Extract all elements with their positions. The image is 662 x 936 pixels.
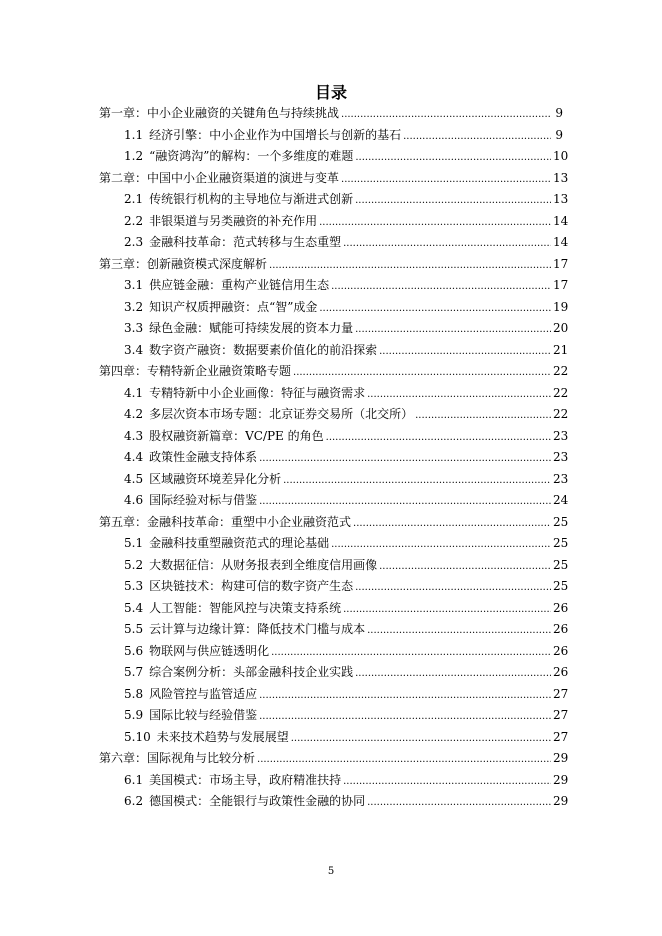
toc-section-entry[interactable] [124, 191, 569, 207]
toc-dot-leader [367, 795, 551, 811]
toc-section-entry[interactable] [124, 535, 569, 551]
toc-entry-page: 25 [553, 579, 569, 593]
toc-entry-number: 4.1 [124, 385, 144, 400]
toc-dot-leader [319, 301, 551, 317]
toc-entry-page: 20 [553, 321, 569, 335]
toc-dot-leader [355, 193, 551, 209]
toc-entry-label: 多层次资本市场专题：北京证券交易所（北交所） [149, 407, 414, 421]
toc-dot-leader [291, 731, 551, 747]
toc-entry-label: 第六章：国际视角与比较分析 [99, 751, 256, 765]
toc-dot-leader [355, 322, 551, 338]
toc-dot-leader [367, 623, 551, 639]
toc-section-entry[interactable] [124, 492, 569, 508]
page-title: 目录 [314, 83, 347, 102]
toc-entry-number: 5.2 [124, 557, 144, 572]
toc-entry-number: 4.4 [124, 450, 144, 464]
toc-entry-page: 26 [553, 622, 569, 636]
toc-entry-label: 第四章：专精特新企业融资策略专题 [99, 364, 292, 378]
toc-dot-leader [259, 688, 551, 704]
toc-entry-label: 云计算与边缘计算：降低技术门槛与成本 [149, 622, 366, 636]
toc-entry-label: 综合案例分析：头部金融科技企业实践 [149, 665, 354, 679]
toc-entry-page: 23 [553, 450, 569, 464]
toc-entry-number: 5.9 [124, 708, 144, 722]
toc-entry-number: 2.3 [124, 235, 144, 249]
toc-entry-page: 27 [553, 729, 569, 744]
toc-entry-number: 4.5 [124, 471, 144, 486]
toc-entry-number: 1.1 [124, 127, 144, 142]
toc-entry-label: 第二章：中国中小企业融资渠道的演进与变革 [99, 170, 340, 185]
toc-entry-label: 区域融资环境差异化分析 [149, 471, 282, 486]
toc-entry-page: 23 [553, 428, 569, 443]
toc-entry-page: 29 [553, 794, 569, 808]
toc-dot-leader [271, 645, 551, 661]
toc-entry-label: 人工智能：智能风控与决策支持系统 [149, 600, 342, 615]
toc-entry-label: 美国模式：市场主导，政府精准扶持 [149, 772, 342, 787]
toc-entry-label: 股权融资新篇章：VC/PE 的角色 [149, 428, 324, 443]
toc-chapter-entry[interactable] [99, 256, 569, 272]
toc-dot-leader [293, 365, 551, 381]
toc-entry-label: 非银渠道与另类融资的补充作用 [149, 213, 318, 228]
toc-entry-page: 22 [553, 364, 569, 378]
toc-entry-number: 5.3 [124, 579, 144, 593]
toc-section-entry[interactable] [124, 277, 569, 293]
toc-entry-page: 29 [553, 751, 569, 765]
toc-entry-page: 10 [553, 149, 569, 163]
toc-entry-number: 5.7 [124, 665, 144, 679]
toc-section-entry[interactable] [124, 234, 569, 250]
toc-entry-page: 17 [553, 256, 569, 271]
toc-entry-page: 23 [553, 471, 569, 486]
toc-section-entry[interactable] [124, 213, 569, 229]
toc-section-entry[interactable] [124, 406, 569, 422]
toc-dot-leader [355, 580, 551, 596]
toc-section-entry[interactable] [124, 578, 569, 594]
toc-dot-leader [341, 107, 551, 123]
toc-entry-number: 5.1 [124, 536, 144, 550]
toc-section-entry[interactable] [124, 299, 569, 315]
toc-entry-page: 21 [553, 342, 569, 357]
toc-entry-label: 数字资产融资：数据要素价值化的前沿探索 [149, 342, 378, 357]
toc-section-entry[interactable] [124, 342, 569, 358]
toc-entry-label: 德国模式：全能银行与政策性金融的协同 [149, 794, 366, 808]
toc-entry-label: 绿色金融：赋能可持续发展的资本力量 [149, 321, 354, 335]
toc-entry-number: 2.2 [124, 213, 144, 228]
toc-entry-page: 22 [553, 385, 569, 400]
toc-entry-number: 3.3 [124, 321, 144, 335]
toc-entry-page: 9 [555, 127, 563, 142]
toc-entry-label: 金融科技重塑融资范式的理论基础 [149, 536, 330, 550]
toc-entry-label: 专精特新中小企业画像：特征与融资需求 [149, 385, 366, 400]
toc-section-entry[interactable] [124, 600, 569, 616]
toc-dot-leader [379, 559, 551, 575]
toc-section-entry[interactable] [124, 428, 569, 444]
toc-dot-leader [319, 215, 551, 231]
toc-entry-page: 13 [553, 192, 569, 206]
page-number: 5 [327, 866, 335, 877]
toc-entry-label: 国际比较与经验借鉴 [149, 708, 258, 722]
toc-entry-number: 3.4 [124, 342, 144, 357]
toc-dot-leader [259, 451, 551, 467]
toc-entry-label: 知识产权质押融资：点“智”成金 [149, 299, 318, 314]
toc-dot-leader [355, 666, 551, 682]
toc-entry-label: 政策性金融支持体系 [149, 450, 258, 464]
toc-entry-label: 国际经验对标与借鉴 [149, 493, 258, 507]
toc-section-entry[interactable] [124, 664, 569, 680]
toc-dot-leader [379, 344, 551, 360]
toc-entry-label: 区块链技术：构建可信的数字资产生态 [149, 579, 354, 593]
toc-dot-leader [343, 236, 551, 252]
toc-section-entry[interactable] [124, 729, 569, 745]
toc-entry-number: 3.1 [124, 278, 144, 292]
toc-entry-page: 25 [553, 514, 569, 529]
toc-entry-page: 24 [553, 493, 569, 507]
toc-section-entry[interactable] [124, 772, 569, 788]
toc-dot-leader [353, 516, 551, 532]
toc-section-entry[interactable] [124, 385, 569, 401]
toc-chapter-entry[interactable] [99, 750, 569, 766]
toc-section-entry[interactable] [124, 686, 569, 702]
toc-entry-page: 25 [553, 557, 569, 572]
toc-entry-page: 26 [553, 643, 569, 658]
toc-dot-leader [259, 494, 551, 510]
toc-dot-leader [343, 602, 551, 618]
toc-entry-label: 第一章：中小企业融资的关键角色与持续挑战 [99, 106, 340, 120]
toc-entry-number: 5.4 [124, 600, 144, 615]
toc-dot-leader [367, 387, 551, 403]
toc-entry-label: 经济引擎：中小企业作为中国增长与创新的基石 [149, 127, 402, 142]
toc-section-entry[interactable] [124, 643, 569, 659]
toc-entry-page: 14 [553, 213, 569, 228]
toc-entry-page: 14 [553, 235, 569, 249]
toc-section-entry[interactable] [124, 557, 569, 573]
toc-dot-leader [355, 150, 551, 166]
toc-entry-page: 9 [555, 106, 563, 120]
toc-section-entry[interactable] [124, 148, 569, 164]
toc-entry-page: 26 [553, 600, 569, 615]
toc-dot-leader [415, 408, 551, 424]
toc-dot-leader [403, 129, 551, 145]
toc-chapter-entry[interactable] [99, 170, 569, 186]
toc-entry-label: 第五章：金融科技革命：重塑中小企业融资范式 [99, 514, 352, 529]
toc-entry-page: 17 [553, 278, 569, 292]
toc-entry-label: 金融科技革命：范式转移与生态重塑 [149, 235, 342, 249]
toc-dot-leader [326, 430, 551, 446]
toc-entry-page: 26 [553, 665, 569, 679]
toc-entry-number: 6.1 [124, 772, 144, 787]
toc-dot-leader [343, 774, 551, 790]
toc-section-entry[interactable] [124, 320, 569, 336]
toc-chapter-entry[interactable] [99, 363, 569, 379]
toc-entry-page: 25 [553, 536, 569, 550]
toc-dot-leader [257, 752, 551, 768]
toc-entry-label: 风险管控与监管适应 [149, 686, 258, 701]
toc-dot-leader [341, 172, 551, 188]
toc-entry-number: 2.1 [124, 192, 144, 206]
toc-entry-page: 27 [553, 708, 569, 722]
toc-section-entry[interactable] [124, 471, 569, 487]
toc-entry-page: 22 [553, 407, 569, 421]
toc-dot-leader [331, 279, 551, 295]
toc-entry-label: 第三章：创新融资模式深度解析 [99, 256, 268, 271]
toc-section-entry[interactable] [124, 793, 569, 809]
toc-section-entry[interactable] [124, 707, 569, 723]
toc-entry-label: 供应链金融：重构产业链信用生态 [149, 278, 330, 292]
toc-dot-leader [283, 473, 551, 489]
toc-entry-label: 传统银行机构的主导地位与渐进式创新 [149, 192, 354, 206]
toc-entry-number: 5.5 [124, 622, 144, 636]
toc-entry-number: 4.6 [124, 493, 144, 507]
toc-entry-page: 29 [553, 772, 569, 787]
toc-entry-number: 4.3 [124, 428, 144, 443]
toc-dot-leader [331, 537, 551, 553]
toc-entry-number: 6.2 [124, 794, 144, 808]
toc-section-entry[interactable] [124, 449, 569, 465]
toc-dot-leader [259, 709, 551, 725]
toc-entry-label: 大数据征信：从财务报表到全维度信用画像 [149, 557, 378, 572]
toc-dot-leader [269, 258, 551, 274]
toc-entry-number: 5.6 [124, 643, 144, 658]
toc-chapter-entry[interactable] [99, 105, 563, 121]
toc-chapter-entry[interactable] [99, 514, 569, 530]
toc-entry-page: 13 [553, 170, 569, 185]
toc-entry-label: 物联网与供应链透明化 [149, 643, 270, 658]
toc-entry-number: 5.10 [124, 729, 151, 744]
toc-entry-number: 1.2 [124, 149, 144, 163]
toc-entry-number: 4.2 [124, 407, 144, 421]
toc-entry-label: “融资鸿沟”的解构：一个多维度的难题 [149, 149, 354, 163]
toc-section-entry[interactable] [124, 127, 563, 143]
toc-entry-number: 5.8 [124, 686, 144, 701]
toc-entry-label: 未来技术趋势与发展展望 [156, 729, 289, 744]
toc-entry-page: 19 [553, 299, 569, 314]
toc-entry-number: 3.2 [124, 299, 144, 314]
toc-section-entry[interactable] [124, 621, 569, 637]
toc-entry-page: 27 [553, 686, 569, 701]
